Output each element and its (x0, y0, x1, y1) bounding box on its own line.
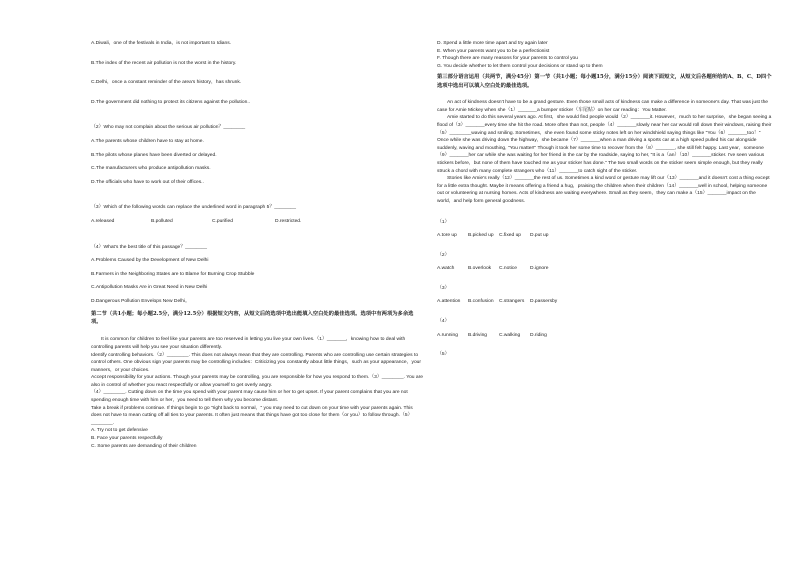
option-c: C.fixed up (499, 233, 522, 239)
q1-option-c: C.Delhi，once a constant reminder of the area's history，has shrunk. (91, 80, 242, 86)
question-2-options (437, 265, 773, 273)
option-d: D.riding (530, 332, 547, 338)
option-b: B.confusion (468, 299, 494, 305)
q2-option-a: A.The parents whose children have to stay at home. (91, 138, 204, 144)
q3-option-d: D.restricted. (275, 218, 302, 224)
question-2-number: （2） (437, 252, 450, 258)
q4-option-b: B.Farmers in the Neighboring States are to Blame for Burning Crop Stubble (91, 271, 255, 277)
choice-g: G. You decide whether to let them control your decisions or stand up to them (437, 63, 603, 69)
q4-option-c: C.Antipollution Masks Are in Great Need in New Delhi (91, 285, 208, 291)
option-a: A.watch (437, 266, 455, 272)
choice-c: C. Some parents are demanding of their children (91, 443, 197, 449)
question-3-number: （3） (437, 285, 450, 291)
question-5-number: （5） (437, 352, 450, 358)
option-c: C.notice (499, 266, 517, 272)
option-b: B.picked up (468, 233, 494, 239)
option-a: A.running (437, 332, 458, 338)
q1-option-d: D.The government did nothing to protect its citizens against the pollution.. (91, 99, 251, 105)
choice-a: A. Try not to get defensive (91, 428, 148, 434)
q1-option-a: A.Diwali，one of the festivals in India，is not important to Idians. (91, 41, 231, 46)
question-3-options (437, 298, 773, 306)
option-c: C.walking (499, 332, 521, 338)
option-c: C.strangers (499, 299, 525, 305)
option-d: D.passersby (530, 299, 558, 305)
choice-e: E. When your parents want you to be a perfectionist (437, 48, 550, 54)
passage3-para-2: Amie started to do this several years ago. At first，she would find people would（2）_______it. However，much to her surprise，she began seeing a flood of（3）_______every time she hit the road. More often than not, people（4）_______slowly near her car would roll down their windows, raising their（5）________waving and smiling. Sometimes，she even found some sticky notes left on her windshield saying things like "You（6）_______too！" Once while she was driving down the highway，she became（7）_______when a man driving a sports car at a high speed pulled his car alongside suddenly, waving and mouthing, "You matter!" Though it took her some time to recover from the（8）_______, she still felt happy. Last year，someone（9）_______her car while she was waiting for her friend in the car by the roadside, saying to her, "It is a（an）（10）_______sticker. I've seen various stickers before，but none of them have touched me as your sticker has done." The two small words on the sticker seem simple enough, but they really struck a chord with many complete strangers who（11）_______to catch sight of the sticker. (437, 115, 772, 174)
section2-heading: 第二节（共1小题；每小题2.5分，满分12.5分）根据短文内容，从短文后的选项中选出能填入空白处的最佳选项。选项中有两项为多余选项。 (91, 310, 414, 325)
option-d: D.ignore (530, 266, 549, 272)
passage2-para-3: Accept responsibility for your actions. Though your parents may be controlling, you are responsible for how you respond to them.（3）________. You are also in control of whether you react respectfully or allow yourself to get overly angry. (91, 375, 423, 388)
question-1-options (437, 232, 773, 240)
passage2-para-5: Take a break if problems continue. If things begin to go "right back to normal，" you may need to cut down on your time with your parents again. This does not have to mean cutting off all ties to your parents. It often just means that things have got too close for them（or you）to follow through.（5）________. (91, 405, 413, 426)
choice-b: B. Face your parents respectfully (91, 436, 163, 442)
q3-stem: （3）Which of the following words can replace the underlined word in paragraph 5？________ (91, 205, 296, 211)
q4-option-a: A.Problems Caused by the Development of New Delhi (91, 258, 209, 264)
q2-stem: （2）Who may not complain about the serious air pollution？________ (91, 125, 246, 131)
option-d: D.put up (530, 233, 549, 239)
q2-option-d: D.The officials who have to work out of their offices.. (91, 179, 204, 185)
option-a: A.attention (437, 299, 461, 305)
q4-option-d: D.Dangerous Pollution Envelops New Delhi。 (91, 298, 190, 304)
q3-options (91, 218, 423, 226)
passage2-para-2: Identify controlling behaviors.（2）________. This does not always mean that they are controlling. Parents who are controlling use certain strategies to control others. One obvious sign your parents may be controlling includes：Criticizing you constantly about little things，such as your appearance，your manners，or your choices. (91, 352, 422, 373)
question-4-number: （4） (437, 319, 450, 325)
q2-option-c: C.The manufacturers who produce antipollution masks. (91, 166, 211, 172)
q3-option-b: B.polluted (151, 218, 173, 224)
passage3-para-1: An act of kindness doesn't have to be a grand gesture. Even those small acts of kindness can make a difference in someone's day. That was just the case for Amie Mickey when she（1）_______a bumper sticker（车尾贴）on her car reading：You Matter. (437, 100, 769, 113)
question-1-number: （1） (437, 219, 450, 225)
right-column (437, 0, 773, 359)
q4-stem: （4）What's the best title of this passage？________ (91, 244, 207, 250)
q2-option-b: B.The pilots whose planes have been diverted or delayed. (91, 152, 217, 158)
left-column (91, 0, 423, 450)
q3-option-a: A.released (91, 218, 115, 224)
choice-d: D. Spend a little more time apart and try again later (437, 41, 548, 46)
choice-f: F. Though there are many reasons for your parents to control you (437, 56, 578, 62)
q1-option-b: B.The index of the recent air pollution is not the worst in the history. (91, 60, 237, 66)
q3-option-c: C.purified (212, 218, 233, 224)
option-a: A.tore up (437, 233, 457, 239)
passage2-para-4: （4）________. Cutting down on the time you spend with your parent may cause him or her to get upset. If your parent complains that you are not spending enough time with him or her，you need to tell them why you become distant. (91, 390, 408, 404)
option-b: B.overlook (468, 266, 492, 272)
section3-heading: 第三部分语言运用（共两节，满分45分）第一节（共1小题；每小题15分，满分15分）阅读下面短文，从短文后各题所给的A、B、C、D四个选项中选出可以填入空白处的最佳选项。 (437, 74, 772, 89)
passage2-para-1: It is common for children to feel like your parents are too reserved in letting you live your own lives.（1）_______，knowing how to deal with controlling parents will help you see your situation differently. (91, 337, 406, 350)
option-b: B.driving (468, 332, 488, 338)
passage3-para-3: Stories like Amie's really（12）_______the rest of us. Sometimes a kind word or gesture may lift our（13）_______and it doesn't cost a thing except for a little extra thought. Maybe it means offering a friend a hug，praising the children when their children（14）_______well in school, helping someone out or volunteering at nursing homes. Acts of kindness are waiting everywhere. Small as they seem，they can make a（15）_______impact on the world，and help form general goodness. (437, 176, 770, 204)
question-4-options (437, 332, 773, 340)
